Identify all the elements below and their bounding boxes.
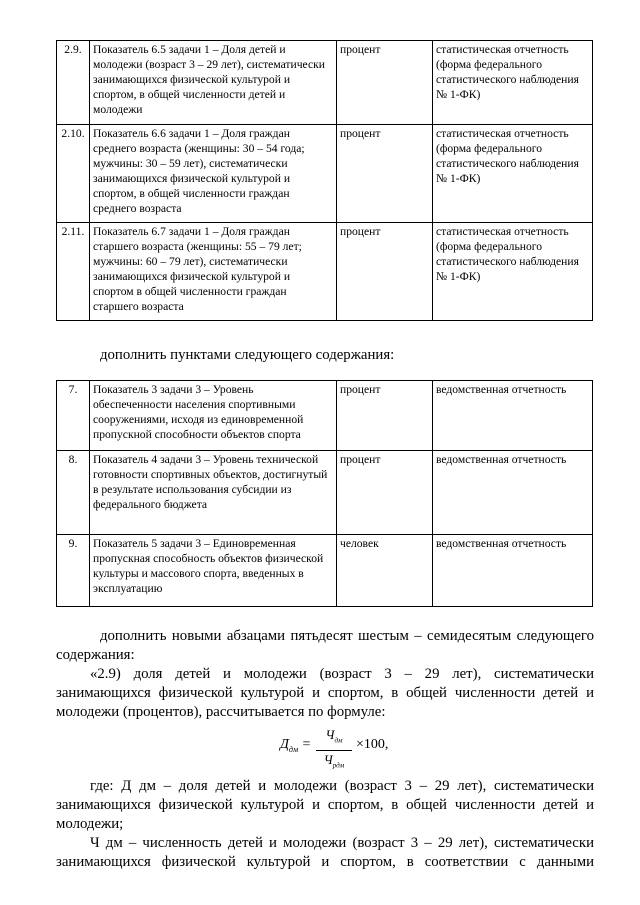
formula-rhs: ×100,	[356, 737, 389, 752]
paragraph-3-line: где: Д дм – доля детей и молодежи (возраст 3 – 29 лет), систематически	[90, 778, 594, 794]
row-number: 8.	[57, 451, 90, 535]
table-row	[57, 41, 593, 125]
unit-cell: процент	[337, 451, 433, 535]
unit-cell: человек	[337, 535, 433, 607]
add-points-text: дополнить пунктами следующего содержания:	[100, 347, 395, 363]
source-cell: ведомственная отчетность	[433, 381, 593, 451]
indicator-cell: Показатель 3 задачи 3 – Уровень обеспеченности населения спортивными сооружениями, исходя из единовременной пропускной способности объектов спорта	[90, 381, 337, 451]
formula-lhs: $Д_{дм}$ =	[280, 737, 312, 754]
row-number: 7.	[57, 381, 90, 451]
paragraph-2-line: «2.9) доля детей и молодежи (возраст 3 – 29 лет), систематически	[90, 666, 594, 682]
source-cell: статистическая отчетность (форма федерального статистического наблюдения № 1-ФК)	[433, 125, 593, 223]
table-row	[57, 125, 593, 223]
unit-cell: процент	[337, 41, 433, 125]
paragraph-3-line: занимающихся физической культурой и спортом, в общей численности детей и	[56, 797, 594, 813]
indicators-table-top	[56, 40, 593, 321]
row-number: 9.	[57, 535, 90, 607]
table-row	[57, 451, 593, 535]
row-number: 2.11.	[57, 223, 90, 321]
source-cell: статистическая отчетность (форма федерального статистического наблюдения № 1-ФК)	[433, 41, 593, 125]
indicators-table-bottom	[56, 380, 593, 607]
source-cell: ведомственная отчетность	[433, 451, 593, 535]
formula	[280, 727, 400, 770]
paragraph-3-line: молодежи;	[56, 816, 124, 832]
indicator-cell: Показатель 4 задачи 3 – Уровень технической готовности спортивных объектов, достигнутый в результате использования субсидии из федерального бюджета	[90, 451, 337, 535]
paragraph-4-line: Ч дм – численность детей и молодежи (возраст 3 – 29 лет), систематически	[90, 835, 594, 851]
indicator-cell: Показатель 6.7 задачи 1 – Доля граждан старшего возраста (женщины: 55 – 79 лет; мужчины: 60 – 79 лет), систематически занимающихся физической культурой и спортом в общей численности граждан старшего возраста	[90, 223, 337, 321]
paragraph-1-line: дополнить новыми абзацами пятьдесят шестым – семидесятым следующего	[100, 628, 594, 644]
indicator-cell: Показатель 5 задачи 3 – Единовременная пропускная способность объектов физической культуры и массового спорта, введенных в эксплуатацию	[90, 535, 337, 607]
paragraph-1-line: содержания:	[56, 647, 135, 663]
source-cell: ведомственная отчетность	[433, 535, 593, 607]
table-row	[57, 381, 593, 451]
formula-fraction: $Ч_{дм}$ $Ч_{рдм}$	[316, 727, 352, 773]
unit-cell: процент	[337, 381, 433, 451]
indicator-cell: Показатель 6.5 задачи 1 – Доля детей и молодежи (возраст 3 – 29 лет), систематически занимающихся физической культурой и спортом, в общей численности детей и молодежи	[90, 41, 337, 125]
unit-cell: процент	[337, 125, 433, 223]
table-row	[57, 223, 593, 321]
unit-cell: процент	[337, 223, 433, 321]
source-cell: статистическая отчетность (форма федерального статистического наблюдения № 1-ФК)	[433, 223, 593, 321]
fraction-bar	[316, 750, 352, 751]
row-number: 2.10.	[57, 125, 90, 223]
table-row	[57, 535, 593, 607]
paragraph-2-line: молодежи (процентов), рассчитывается по формуле:	[56, 704, 386, 720]
indicator-cell: Показатель 6.6 задачи 1 – Доля граждан среднего возраста (женщины: 30 – 54 года; мужчины: 30 – 59 лет), систематически занимающихся физической культурой и спортом, в общей численности граждан среднего возраста	[90, 125, 337, 223]
paragraph-4-line: занимающихся физической культурой и спортом, в соответствии с данными	[56, 854, 594, 870]
row-number: 2.9.	[57, 41, 90, 125]
paragraph-2-line: занимающихся физической культурой и спортом, в общей численности детей и	[56, 685, 594, 701]
